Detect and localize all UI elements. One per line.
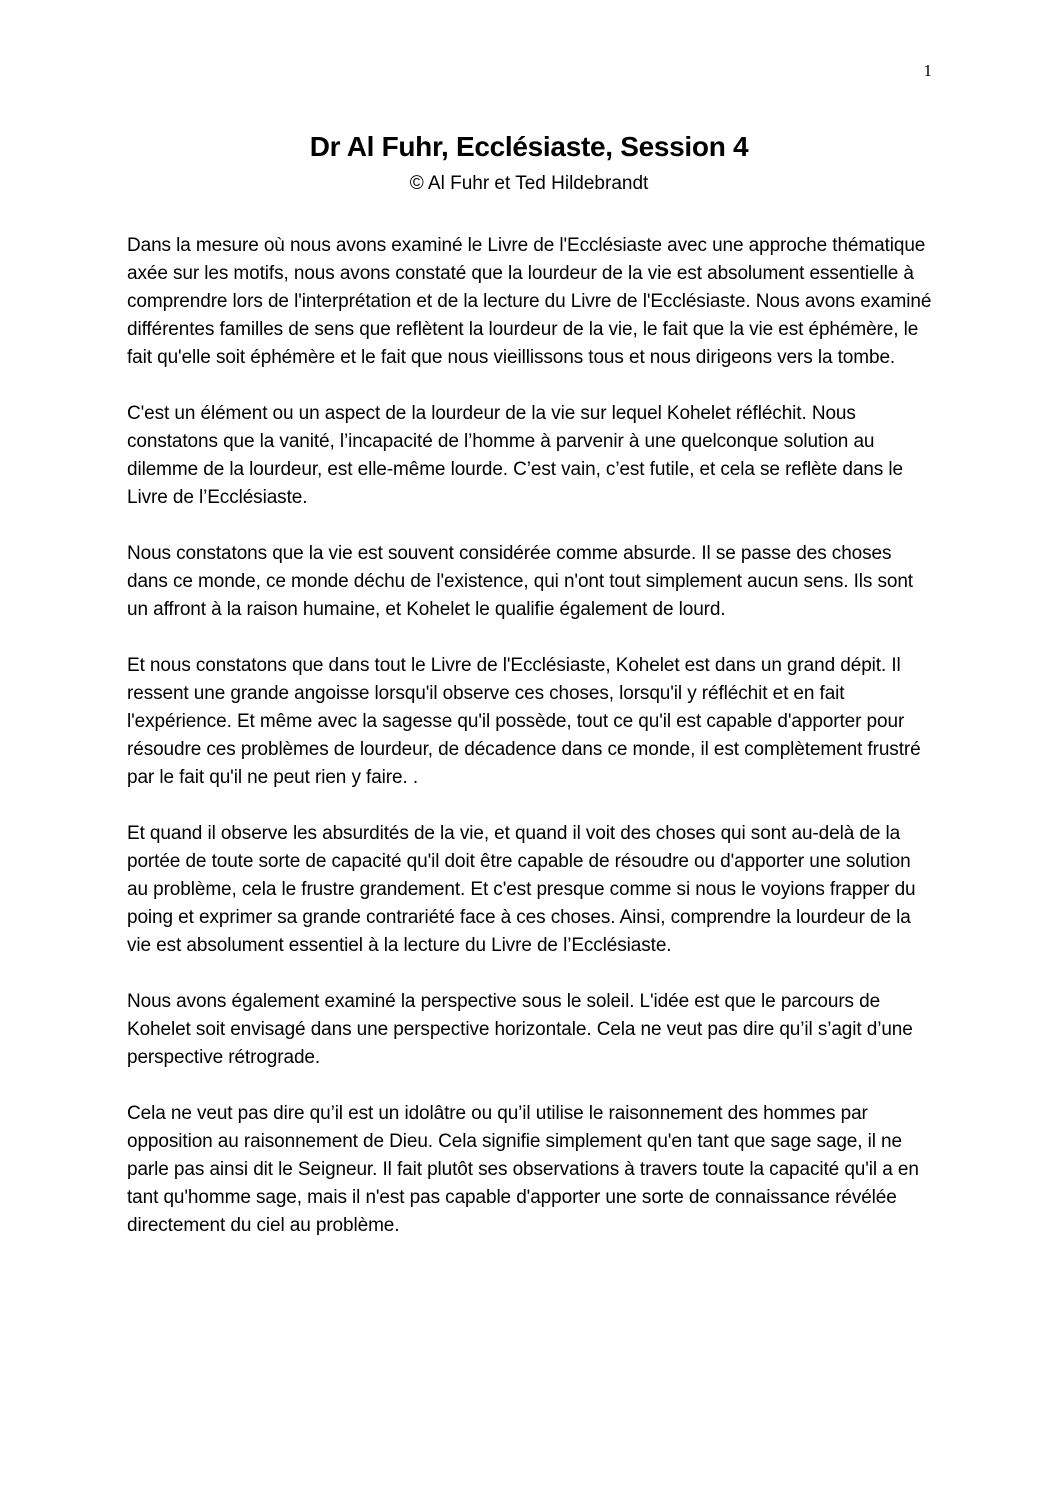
paragraph: C'est un élément ou un aspect de la lourdeur de la vie sur lequel Kohelet réfléchit. Nous constatons que la vanité, l’incapacité de l’homme à parvenir à une quelconque solution au dilemme de la lourdeur, est elle-même lourde. C’est vain, c’est futile, et cela se reflète dans le Livre de l’Ecclésiaste. (127, 403, 903, 508)
paragraph: Et nous constatons que dans tout le Livre de l'Ecclésiaste, Kohelet est dans un grand dépit. Il ressent une grande angoisse lorsqu'il observe ces choses, lorsqu'il y réfléchit et en fait l'expérience. Et même avec la sagesse qu'il possède, tout ce qu'il est capable d'apporter pour résoudre ces problèmes de lourdeur, de décadence dans ce monde, il est complètement frustré par le fait qu'il ne peut rien y faire. . (127, 655, 921, 788)
document-title: Dr Al Fuhr, Ecclésiaste, Session 4 (309, 131, 749, 162)
page-number: 1 (923, 61, 932, 80)
paragraph: Nous avons également examiné la perspective sous le soleil. L'idée est que le parcours de Kohelet soit envisagé dans une perspective horizontale. Cela ne veut pas dire qu’il s’agit d’une perspective rétrograde. (127, 991, 913, 1068)
paragraph: Cela ne veut pas dire qu’il est un idolâtre ou qu’il utilise le raisonnement des hommes par opposition au raisonnement de Dieu. Cela signifie simplement qu'en tant que sage sage, il ne parle pas ainsi dit le Seigneur. Il fait plutôt ses observations à travers toute la capacité qu'il a en tant qu'homme sage, mais il n'est pas capable d'apporter une sorte de connaissance révélée directement du ciel au problème. (127, 1103, 919, 1236)
document-body (127, 232, 935, 1268)
paragraph: Dans la mesure où nous avons examiné le Livre de l'Ecclésiaste avec une approche thématique axée sur les motifs, nous avons constaté que la lourdeur de la vie est absolument essentielle à comprendre lors de l'interprétation et de la lecture du Livre de l'Ecclésiaste. Nous avons examiné différentes familles de sens que reflètent la lourdeur de la vie, le fait que la vie est éphémère, le fait qu'elle soit éphémère et le fait que nous vieillissons tous et nous dirigeons vers la tombe. (127, 235, 932, 368)
copyright-byline: © Al Fuhr et Ted Hildebrandt (409, 173, 649, 194)
paragraph: Nous constatons que la vie est souvent considérée comme absurde. Il se passe des choses dans ce monde, ce monde déchu de l'existence, qui n'ont tout simplement aucun sens. Ils sont un affront à la raison humaine, et Kohelet le qualifie également de lourd. (127, 543, 913, 620)
paragraph: Et quand il observe les absurdités de la vie, et quand il voit des choses qui sont au-delà de la portée de toute sorte de capacité qu'il doit être capable de résoudre ou d'apporter une solution au problème, cela le frustre grandement. Et c'est presque comme si nous le voyions frapper du poing et exprimer sa grande contrariété face à ces choses. Ainsi, comprendre la lourdeur de la vie est absolument essentiel à la lecture du Livre de l’Ecclésiaste. (127, 823, 916, 956)
